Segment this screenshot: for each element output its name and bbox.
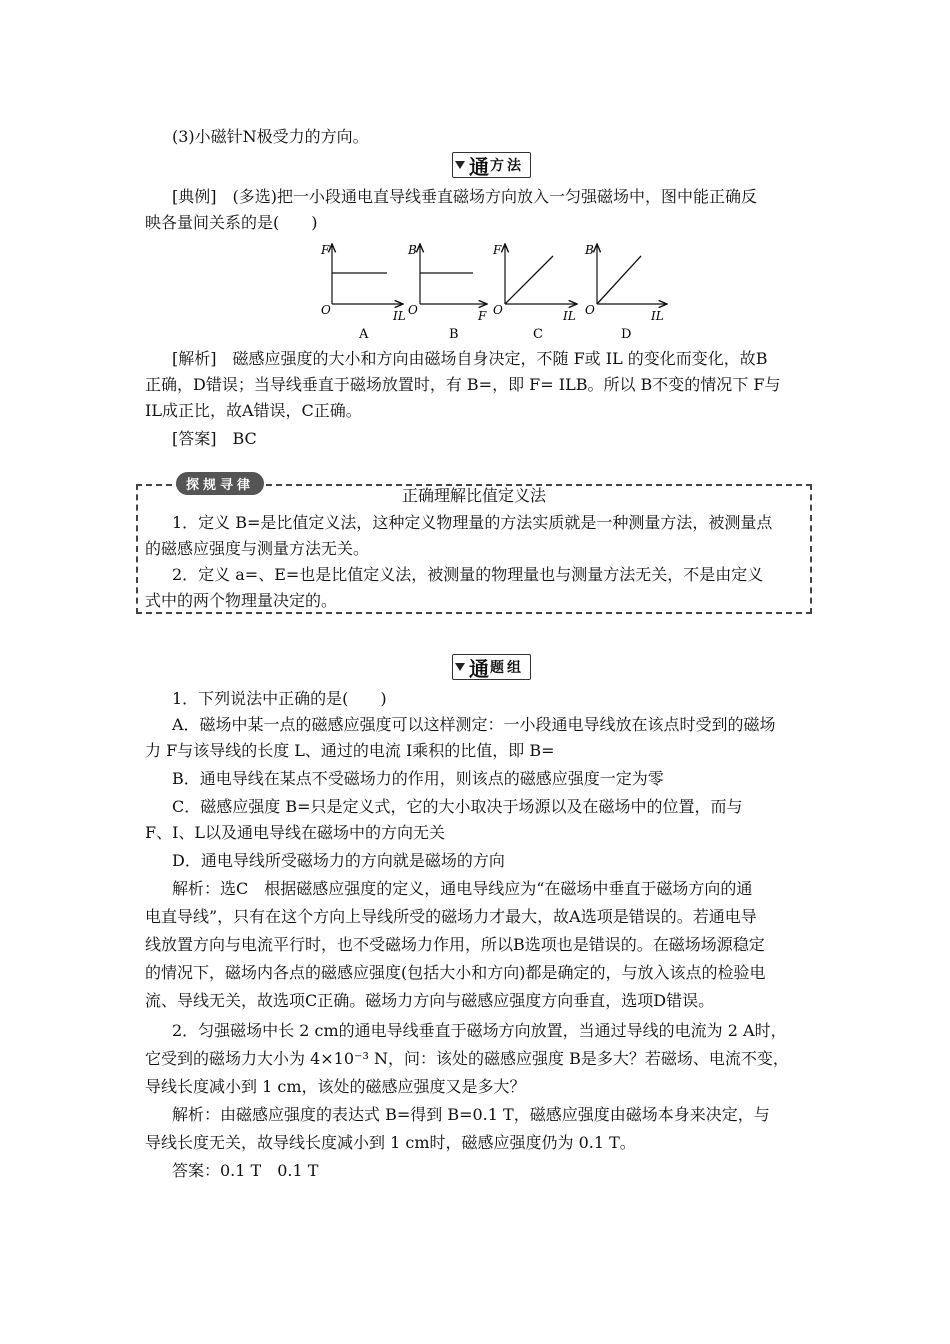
tip-badge: 探规寻律 [176,472,264,495]
q1-solution-line-5: 流、导线无关，故选项C正确。磁场力方向与磁感应强度方向垂直，选项D错误。 [145,991,715,1010]
tip-p2-line-1: 2．定义 a=、E=也是比值定义法，被测量的物理量也与测量方法无关，不是由定义 [172,565,764,584]
badge-big-char: 通 [469,154,490,179]
graph-a-x-label: IL [393,309,406,323]
q2-solution-line-1: 解析：由磁感应强度的表达式 B=得到 B=0.1 T，磁感应强度由磁场本身来决定，与 [172,1105,770,1124]
badge-text: 方法 [490,158,524,174]
graph-b-x-label: F [478,309,487,323]
graph-b-y-label: B [408,243,417,257]
graph-c-caption: C [533,327,543,342]
q1-option-c-line-2: F、I、L以及通电导线在磁场中的方向无关 [145,823,446,842]
q1-stem: 1．下列说法中正确的是( ) [172,689,387,708]
graph-d-y-label: B [585,243,594,257]
example-line-1: [典例] (多选)把一小段通电直导线垂直磁场方向放入一匀强磁场中，图中能正确反 [172,187,757,206]
q1-option-a-line-2: 力 F与该导线的长度 L、通过的电流 I乘积的比值，即 B= [145,741,555,760]
graph-a-y-label: F [321,243,330,257]
graphs-figure [315,240,685,346]
analysis-line-1: [解析] 磁感应强度的大小和方向由磁场自身决定，不随 F或 IL 的变化而变化，故B [172,349,768,368]
q2-line-2: 它受到的磁场力大小为 4×10⁻³ N，问：该处的磁感应强度 B是多大？若磁场、电流不变， [145,1049,789,1068]
graph-d-caption: D [621,327,632,342]
badge-text: 题组 [490,660,524,676]
graph-d [584,243,667,342]
q1-solution-line-3: 线放置方向与电流平行时，也不受磁场力作用，所以B选项也是错误的。在磁场场源稳定 [145,935,765,954]
tip-p2-line-2: 式中的两个物理量决定的。 [145,591,338,610]
graph-d-x-label: IL [651,309,664,323]
badge-big-char: 通 [469,656,490,681]
tip-p1-line-2: 的磁感应强度与测量方法无关。 [145,539,370,558]
triangle-icon [455,161,465,169]
graph-c-origin: O [493,303,503,317]
graph-a-origin: O [321,303,331,317]
triangle-icon [455,663,465,671]
graph-c-x-label: IL [563,309,576,323]
q2-line-3: 导线长度减小到 1 cm，该处的磁感应强度又是多大？ [145,1077,526,1096]
q1-option-d: D．通电导线所受磁场力的方向就是磁场的方向 [172,851,505,870]
q1-solution-line-2: 电直导线”，只有在这个方向上导线所受的磁场力才最大，故A选项是错误的。若通电导 [145,907,757,926]
tip-p1-line-1: 1．定义 B=是比值定义法，这种定义物理量的方法实质就是一种测量方法，被测量点 [172,513,773,532]
graph-c [492,243,577,342]
tip-title: 正确理解比值定义法 [401,486,546,505]
q2-solution-line-2: 导线长度无关，故导线长度减小到 1 cm时，磁感应强度仍为 0.1 T。 [145,1133,636,1152]
graph-b-origin: O [408,303,418,317]
q1-solution-line-1: 解析：选C 根据磁感应强度的定义，通电导线应为“在磁场中垂直于磁场方向的通 [172,879,753,898]
q1-option-c-line-1: C．磁感应强度 B=只是定义式，它的大小取决于场源以及在磁场中的位置，而与 [172,797,743,816]
graph-d-line [597,256,641,304]
q1-option-b: B．通电导线在某点不受磁场力的作用，则该点的磁感应强度一定为零 [172,769,664,788]
graph-d-origin: O [585,303,595,317]
graph-b-caption: B [449,327,459,342]
graph-c-y-label: F [493,243,502,257]
graph-a-caption: A [359,327,369,342]
q1-option-a-line-1: A．磁场中某一点的磁感应强度可以这样测定：一小段通电导线放在该点时受到的磁场 [172,715,776,734]
section-badge-group [452,654,531,680]
intro-item: (3)小磁针N极受力的方向。 [172,127,369,146]
analysis-line-2: 正确，D错误；当导线垂直于磁场放置时，有 B=，即 F= ILB。所以 B不变的情况下 F与 [145,375,781,394]
example-line-2: 映各量间关系的是( ) [145,213,318,232]
graph-c-line [505,256,553,304]
section-badge-method [452,152,531,178]
analysis-line-3: IL成正比，故A错误，C正确。 [145,401,362,420]
answer: [答案] BC [172,429,257,448]
graph-a [320,243,406,342]
graph-b [407,243,487,342]
q2-answer: 答案：0.1 T 0.1 T [172,1161,319,1180]
q2-line-1: 2．匀强磁场中长 2 cm的通电导线垂直于磁场方向放置，当通过导线的电流为 2 A时， [172,1021,787,1040]
q1-solution-line-4: 的情况下，磁场内各点的磁感应强度(包括大小和方向)都是确定的，与放入该点的检验电 [145,963,766,982]
